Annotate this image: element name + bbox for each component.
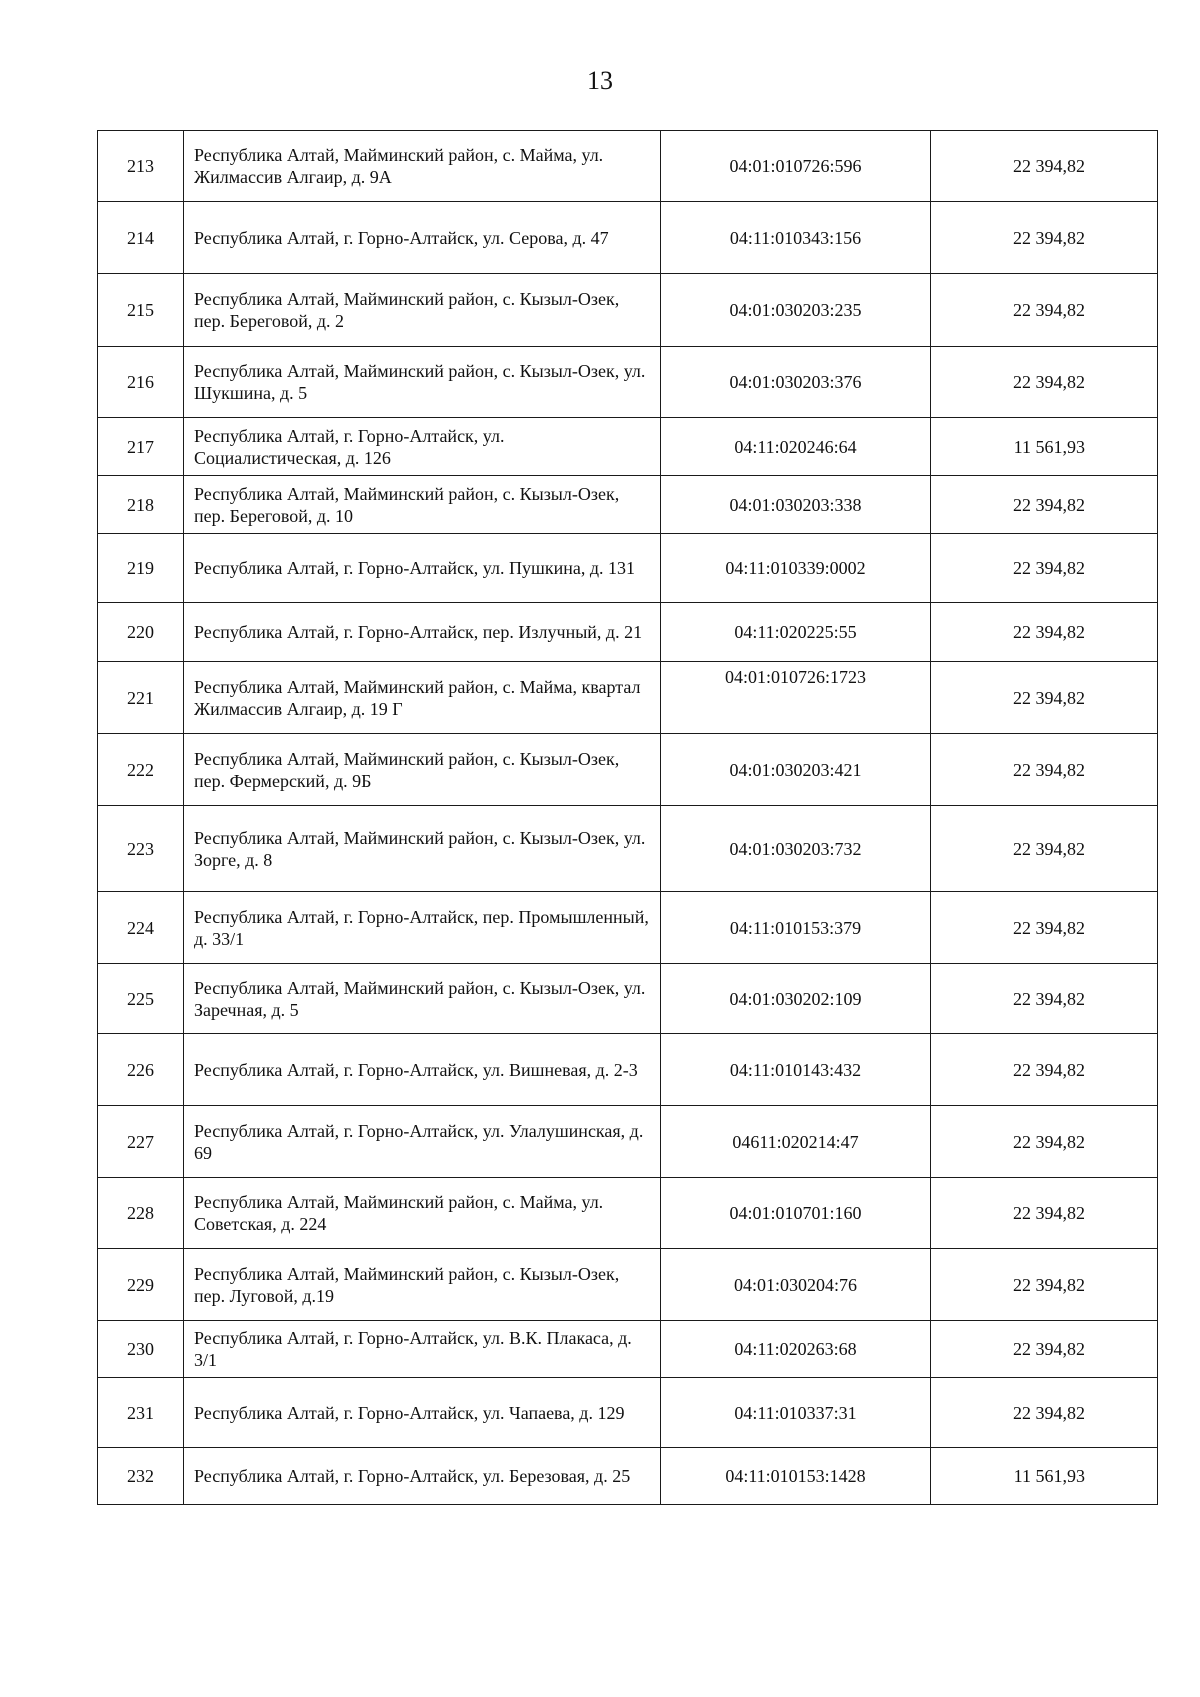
row-value: 22 394,82 [931, 1106, 1158, 1178]
row-cadastral-number: 04:01:030203:376 [661, 347, 931, 418]
row-number: 217 [98, 418, 184, 476]
row-value: 22 394,82 [931, 1249, 1158, 1321]
row-cadastral-number: 04:11:010153:379 [661, 892, 931, 964]
table-row [98, 806, 1158, 892]
row-value: 22 394,82 [931, 1178, 1158, 1249]
row-cadastral-number: 04:11:020263:68 [661, 1321, 931, 1378]
row-value: 11 561,93 [931, 1448, 1158, 1505]
row-value: 22 394,82 [931, 534, 1158, 603]
row-address: Республика Алтай, г. Горно-Алтайск, ул. Улалушинская, д. 69 [184, 1106, 661, 1178]
row-address: Республика Алтай, г. Горно-Алтайск, ул. В.К. Плакаса, д. 3/1 [184, 1321, 661, 1378]
row-number: 223 [98, 806, 184, 892]
row-cadastral-number: 04:11:010337:31 [661, 1378, 931, 1448]
row-address: Республика Алтай, Майминский район, с. Кызыл-Озек, ул. Шукшина, д. 5 [184, 347, 661, 418]
row-number: 225 [98, 964, 184, 1034]
table-row [98, 274, 1158, 347]
row-address: Республика Алтай, Майминский район, с. Кызыл-Озек, пер. Луговой, д.19 [184, 1249, 661, 1321]
table-row [98, 1378, 1158, 1448]
row-number: 224 [98, 892, 184, 964]
row-number: 220 [98, 603, 184, 662]
table-row [98, 1178, 1158, 1249]
row-value: 22 394,82 [931, 1378, 1158, 1448]
row-value: 22 394,82 [931, 347, 1158, 418]
row-cadastral-number: 04611:020214:47 [661, 1106, 931, 1178]
row-cadastral-number: 04:11:010339:0002 [661, 534, 931, 603]
row-address: Республика Алтай, г. Горно-Алтайск, пер. Промышленный, д. 33/1 [184, 892, 661, 964]
row-number: 227 [98, 1106, 184, 1178]
table-row [98, 662, 1158, 734]
row-cadastral-number: 04:11:010343:156 [661, 202, 931, 274]
row-value: 22 394,82 [931, 1321, 1158, 1378]
row-address: Республика Алтай, Майминский район, с. Кызыл-Озек, пер. Береговой, д. 2 [184, 274, 661, 347]
row-number: 214 [98, 202, 184, 274]
row-value: 22 394,82 [931, 662, 1158, 734]
row-cadastral-number: 04:01:010726:596 [661, 131, 931, 202]
row-cadastral-number: 04:01:030203:732 [661, 806, 931, 892]
row-address: Республика Алтай, Майминский район, с. Кызыл-Озек, пер. Фермерский, д. 9Б [184, 734, 661, 806]
row-value: 22 394,82 [931, 131, 1158, 202]
row-address: Республика Алтай, г. Горно-Алтайск, ул. Социалистическая, д. 126 [184, 418, 661, 476]
row-address: Республика Алтай, г. Горно-Алтайск, пер. Излучный, д. 21 [184, 603, 661, 662]
row-address: Республика Алтай, Майминский район, с. Кызыл-Озек, ул. Зорге, д. 8 [184, 806, 661, 892]
table-row [98, 892, 1158, 964]
row-value: 22 394,82 [931, 274, 1158, 347]
page-number: 13 [587, 66, 613, 95]
row-number: 221 [98, 662, 184, 734]
row-value: 22 394,82 [931, 1034, 1158, 1106]
row-cadastral-number: 04:01:030204:76 [661, 1249, 931, 1321]
row-cadastral-number: 04:11:020246:64 [661, 418, 931, 476]
table-row [98, 347, 1158, 418]
row-cadastral-number: 04:01:010726:1723 [661, 662, 931, 734]
row-address: Республика Алтай, Майминский район, с. Майма, квартал Жилмассив Алгаир, д. 19 Г [184, 662, 661, 734]
row-address: Республика Алтай, г. Горно-Алтайск, ул. Серова, д. 47 [184, 202, 661, 274]
table-row [98, 1249, 1158, 1321]
row-cadastral-number: 04:11:020225:55 [661, 603, 931, 662]
row-cadastral-number: 04:01:030202:109 [661, 964, 931, 1034]
row-value: 11 561,93 [931, 418, 1158, 476]
row-cadastral-number: 04:11:010143:432 [661, 1034, 931, 1106]
registry-table [97, 130, 1158, 1505]
table-row [98, 603, 1158, 662]
table-row [98, 418, 1158, 476]
table-row [98, 1448, 1158, 1505]
row-number: 231 [98, 1378, 184, 1448]
row-number: 232 [98, 1448, 184, 1505]
row-cadastral-number: 04:01:030203:235 [661, 274, 931, 347]
row-cadastral-number: 04:01:030203:421 [661, 734, 931, 806]
row-cadastral-number: 04:01:010701:160 [661, 1178, 931, 1249]
row-address: Республика Алтай, г. Горно-Алтайск, ул. Чапаева, д. 129 [184, 1378, 661, 1448]
table-row [98, 131, 1158, 202]
row-number: 213 [98, 131, 184, 202]
row-cadastral-number: 04:11:010153:1428 [661, 1448, 931, 1505]
table-row [98, 964, 1158, 1034]
row-value: 22 394,82 [931, 806, 1158, 892]
row-value: 22 394,82 [931, 892, 1158, 964]
table-row [98, 1106, 1158, 1178]
table-row [98, 476, 1158, 534]
row-number: 226 [98, 1034, 184, 1106]
row-address: Республика Алтай, г. Горно-Алтайск, ул. Вишневая, д. 2-3 [184, 1034, 661, 1106]
table-row [98, 1034, 1158, 1106]
row-number: 219 [98, 534, 184, 603]
row-number: 215 [98, 274, 184, 347]
row-address: Республика Алтай, Майминский район, с. Кызыл-Озек, пер. Береговой, д. 10 [184, 476, 661, 534]
row-value: 22 394,82 [931, 476, 1158, 534]
row-address: Республика Алтай, г. Горно-Алтайск, ул. Березовая, д. 25 [184, 1448, 661, 1505]
row-number: 218 [98, 476, 184, 534]
row-number: 216 [98, 347, 184, 418]
row-number: 222 [98, 734, 184, 806]
row-number: 230 [98, 1321, 184, 1378]
table-row [98, 1321, 1158, 1378]
row-value: 22 394,82 [931, 964, 1158, 1034]
row-address: Республика Алтай, Майминский район, с. Майма, ул. Советская, д. 224 [184, 1178, 661, 1249]
row-address: Республика Алтай, Майминский район, с. Кызыл-Озек, ул. Заречная, д. 5 [184, 964, 661, 1034]
row-value: 22 394,82 [931, 734, 1158, 806]
row-cadastral-number: 04:01:030203:338 [661, 476, 931, 534]
row-number: 229 [98, 1249, 184, 1321]
row-value: 22 394,82 [931, 202, 1158, 274]
table-row [98, 734, 1158, 806]
table-row [98, 534, 1158, 603]
row-value: 22 394,82 [931, 603, 1158, 662]
row-number: 228 [98, 1178, 184, 1249]
table-row [98, 202, 1158, 274]
row-address: Республика Алтай, г. Горно-Алтайск, ул. Пушкина, д. 131 [184, 534, 661, 603]
row-address: Республика Алтай, Майминский район, с. Майма, ул. Жилмассив Алгаир, д. 9А [184, 131, 661, 202]
